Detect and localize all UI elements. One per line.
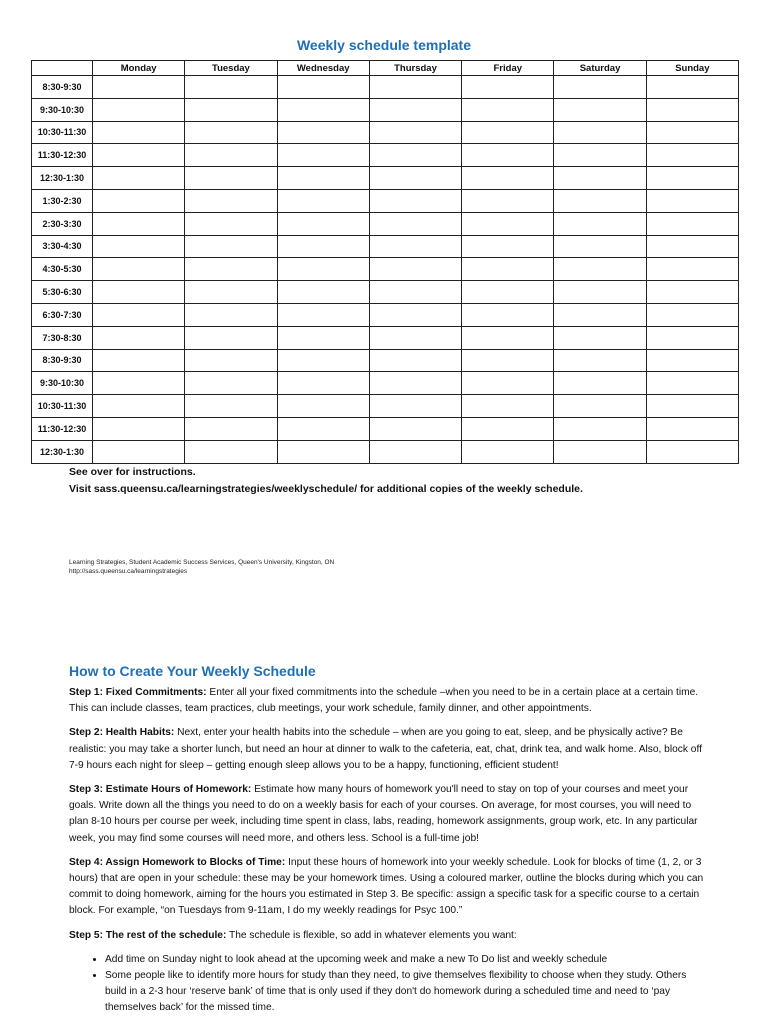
schedule-cell[interactable]: [185, 417, 277, 440]
schedule-cell[interactable]: [277, 189, 369, 212]
table-row: [32, 144, 739, 167]
schedule-cell[interactable]: [554, 235, 646, 258]
schedule-cell[interactable]: [185, 235, 277, 258]
table-row: [32, 326, 739, 349]
schedule-cell[interactable]: [554, 167, 646, 190]
time-slot-label: 11:30-12:30: [32, 144, 93, 167]
schedule-cell[interactable]: [369, 144, 461, 167]
schedule-cell[interactable]: [277, 349, 369, 372]
schedule-cell[interactable]: [369, 281, 461, 304]
schedule-cell[interactable]: [462, 395, 554, 418]
schedule-cell[interactable]: [554, 326, 646, 349]
table-row: [32, 167, 739, 190]
step-label: Step 4: Assign Homework to Blocks of Time:: [69, 856, 286, 868]
list-item: • Some people like to identify more hours for study than they need, to give themselves flexibility to choose when they study. Others build in a 2-3 hour ‘reserve bank’ of time that is only used if they don't do homework during a scheduled time and need to ‘pay themselves back’ for the missed time.: [105, 968, 709, 1017]
step-paragraph: [69, 725, 709, 774]
table-row: [32, 440, 739, 463]
schedule-cell[interactable]: [554, 440, 646, 463]
schedule-cell[interactable]: [462, 189, 554, 212]
schedule-cell[interactable]: [93, 212, 185, 235]
schedule-cell[interactable]: [369, 372, 461, 395]
step-paragraph: [69, 928, 709, 944]
step-label: Step 1: Fixed Commitments:: [69, 687, 207, 698]
schedule-cell[interactable]: [646, 189, 738, 212]
schedule-cell[interactable]: [462, 76, 554, 99]
table-row: [32, 417, 739, 440]
schedule-cell[interactable]: [554, 281, 646, 304]
table-row: [32, 189, 739, 212]
schedule-cell[interactable]: [369, 167, 461, 190]
visit-note: Visit sass.queensu.ca/learningstrategies/weeklyschedule/ for additional copies of the weekly schedule.: [69, 483, 583, 495]
schedule-cell[interactable]: [277, 326, 369, 349]
table-header-row: [32, 61, 739, 76]
schedule-cell[interactable]: [554, 98, 646, 121]
corner-cell: [32, 61, 93, 76]
schedule-cell[interactable]: [554, 121, 646, 144]
schedule-cell[interactable]: [369, 121, 461, 144]
schedule-cell[interactable]: [646, 258, 738, 281]
schedule-cell[interactable]: [93, 144, 185, 167]
schedule-cell[interactable]: [646, 349, 738, 372]
day-header: Tuesday: [185, 61, 277, 76]
schedule-cell[interactable]: [646, 144, 738, 167]
step-text: Next, enter your health habits into the schedule – when are you going to eat, sleep, and be physically active? Be realistic: you may take a shorter lunch, but need an hour at dinner to walk to the cafeteria, eat, chat, drink tea, and walk home. Also, block off 7-9 hours each night for sleep – getting enough sleep allows you to be a happy, functioning, efficient student!: [69, 727, 702, 771]
schedule-cell[interactable]: [646, 281, 738, 304]
step-text: The schedule is flexible, so add in whatever elements you want:: [226, 929, 517, 941]
step-paragraph: [69, 782, 709, 847]
schedule-cell[interactable]: [277, 281, 369, 304]
schedule-cell[interactable]: [185, 258, 277, 281]
schedule-cell[interactable]: [369, 258, 461, 281]
schedule-cell[interactable]: [369, 395, 461, 418]
step-label: Step 3: Estimate Hours of Homework:: [69, 784, 252, 796]
schedule-cell[interactable]: [369, 212, 461, 235]
step-paragraph: [69, 855, 709, 920]
table-row: [32, 235, 739, 258]
day-header: Friday: [462, 61, 554, 76]
time-slot-label: 10:30-11:30: [32, 121, 93, 144]
schedule-cell[interactable]: [462, 212, 554, 235]
time-slot-label: 3:30-4:30: [32, 235, 93, 258]
list-item: • Add time on Sunday night to look ahead at the upcoming week and make a new To Do list and weekly schedule: [105, 952, 709, 968]
schedule-cell[interactable]: [185, 395, 277, 418]
schedule-cell[interactable]: [369, 417, 461, 440]
schedule-cell[interactable]: [554, 144, 646, 167]
schedule-cell[interactable]: [462, 258, 554, 281]
time-slot-label: 9:30-10:30: [32, 98, 93, 121]
schedule-cell[interactable]: [554, 417, 646, 440]
step-paragraph: [69, 685, 709, 717]
schedule-cell[interactable]: [277, 258, 369, 281]
page-title: Weekly schedule template: [296, 37, 472, 53]
schedule-cell[interactable]: [646, 372, 738, 395]
schedule-cell[interactable]: [554, 372, 646, 395]
footer-line-1: Learning Strategies, Student Academic Success Services, Queen's University, Kingston, ON: [69, 559, 335, 566]
table-row: [32, 303, 739, 326]
schedule-cell[interactable]: [462, 326, 554, 349]
schedule-cell[interactable]: [185, 98, 277, 121]
step-text: Estimate how many hours of homework you'll need to stay on top of your courses and meet your goals. Write down all the things you need to do on a weekly basis for each of your courses. On average, for most courses, you will need to plan 8-10 hours per course per week, including time spent in class, labs, reading, homework assignments, group work, etc. In any particular week, you may find some courses will need more, and others less. School is a full-time job!: [69, 784, 698, 844]
schedule-cell[interactable]: [185, 303, 277, 326]
instructions-heading: How to Create Your Weekly Schedule: [69, 663, 316, 679]
instructions-body: [69, 685, 709, 1017]
schedule-cell[interactable]: [369, 326, 461, 349]
table-row: [32, 212, 739, 235]
schedule-cell[interactable]: [277, 235, 369, 258]
schedule-cell[interactable]: [462, 167, 554, 190]
day-header: Monday: [93, 61, 185, 76]
schedule-cell[interactable]: [93, 440, 185, 463]
schedule-cell[interactable]: [93, 395, 185, 418]
weekly-schedule-table: [31, 60, 739, 464]
time-slot-label: 11:30-12:30: [32, 417, 93, 440]
table-row: [32, 98, 739, 121]
step-label: Step 5: The rest of the schedule:: [69, 929, 227, 941]
schedule-cell[interactable]: [462, 372, 554, 395]
schedule-cell[interactable]: [277, 440, 369, 463]
schedule-cell[interactable]: [93, 349, 185, 372]
schedule-cell[interactable]: [554, 258, 646, 281]
schedule-cell[interactable]: [369, 98, 461, 121]
schedule-cell[interactable]: [646, 167, 738, 190]
table-row: [32, 395, 739, 418]
time-slot-label: 4:30-5:30: [32, 258, 93, 281]
table-row: [32, 349, 739, 372]
day-header: Thursday: [369, 61, 461, 76]
schedule-cell[interactable]: [646, 326, 738, 349]
table-row: [32, 372, 739, 395]
time-slot-label: 12:30-1:30: [32, 167, 93, 190]
schedule-cell[interactable]: [646, 212, 738, 235]
schedule-cell[interactable]: [462, 235, 554, 258]
schedule-cell[interactable]: [646, 235, 738, 258]
schedule-cell[interactable]: [277, 144, 369, 167]
schedule-cell[interactable]: [646, 76, 738, 99]
schedule-cell[interactable]: [185, 189, 277, 212]
schedule-cell[interactable]: [93, 303, 185, 326]
time-slot-label: 8:30-9:30: [32, 76, 93, 99]
schedule-cell[interactable]: [646, 121, 738, 144]
schedule-cell[interactable]: [93, 417, 185, 440]
schedule-cell[interactable]: [93, 372, 185, 395]
schedule-cell[interactable]: [369, 440, 461, 463]
schedule-cell[interactable]: [462, 144, 554, 167]
time-slot-label: 12:30-1:30: [32, 440, 93, 463]
schedule-cell[interactable]: [554, 76, 646, 99]
time-slot-label: 1:30-2:30: [32, 189, 93, 212]
step-text: Input these hours of homework into your weekly schedule. Look for blocks of time (1, 2, or 3 hours) that are open in your schedule: these may be your homework times. Using a coloured marker, outline the blocks during which you can commit to doing homework, aiming for the hours you estimated in Step 3. Be specific: assign a specific task for a specific course to a certain block. For example, “on Tuesdays from 9-11am, I do my weekly readings for Psyc 100.”: [69, 856, 704, 917]
bullet-list: [69, 952, 709, 1017]
time-slot-label: 2:30-3:30: [32, 212, 93, 235]
schedule-cell[interactable]: [185, 349, 277, 372]
schedule-cell[interactable]: [554, 189, 646, 212]
schedule-cell[interactable]: [646, 303, 738, 326]
schedule-cell[interactable]: [646, 395, 738, 418]
schedule-cell[interactable]: [462, 121, 554, 144]
time-slot-label: 9:30-10:30: [32, 372, 93, 395]
schedule-cell[interactable]: [462, 349, 554, 372]
time-slot-label: 5:30-6:30: [32, 281, 93, 304]
schedule-cell[interactable]: [93, 76, 185, 99]
schedule-cell[interactable]: [185, 326, 277, 349]
schedule-cell[interactable]: [369, 303, 461, 326]
schedule-cell[interactable]: [93, 121, 185, 144]
time-slot-label: 8:30-9:30: [32, 349, 93, 372]
time-slot-label: 7:30-8:30: [32, 326, 93, 349]
schedule-cell[interactable]: [369, 349, 461, 372]
schedule-cell[interactable]: [462, 281, 554, 304]
schedule-cell[interactable]: [93, 281, 185, 304]
time-slot-label: 10:30-11:30: [32, 395, 93, 418]
schedule-cell[interactable]: [277, 76, 369, 99]
schedule-cell[interactable]: [93, 189, 185, 212]
schedule-cell[interactable]: [185, 144, 277, 167]
schedule-cell[interactable]: [277, 167, 369, 190]
schedule-cell[interactable]: [646, 417, 738, 440]
schedule-cell[interactable]: [646, 98, 738, 121]
schedule-cell[interactable]: [185, 372, 277, 395]
schedule-cell[interactable]: [369, 235, 461, 258]
day-header: Sunday: [646, 61, 738, 76]
schedule-cell[interactable]: [554, 395, 646, 418]
schedule-cell[interactable]: [554, 212, 646, 235]
schedule-cell[interactable]: [277, 417, 369, 440]
schedule-cell[interactable]: [93, 167, 185, 190]
schedule-cell[interactable]: [93, 98, 185, 121]
schedule-cell[interactable]: [93, 326, 185, 349]
table-row: [32, 76, 739, 99]
time-slot-label: 6:30-7:30: [32, 303, 93, 326]
footer-line-2: http://sass.queensu.ca/learningstrategies: [69, 568, 188, 575]
schedule-cell[interactable]: [277, 121, 369, 144]
schedule-cell[interactable]: [93, 258, 185, 281]
schedule-cell[interactable]: [185, 440, 277, 463]
table-row: [32, 258, 739, 281]
schedule-cell[interactable]: [462, 417, 554, 440]
schedule-cell[interactable]: [93, 235, 185, 258]
schedule-cell[interactable]: [554, 349, 646, 372]
table-row: [32, 121, 739, 144]
schedule-cell[interactable]: [277, 372, 369, 395]
see-over-note: See over for instructions.: [69, 466, 196, 478]
schedule-cell[interactable]: [185, 281, 277, 304]
schedule-cell[interactable]: [185, 121, 277, 144]
schedule-cell[interactable]: [185, 167, 277, 190]
schedule-cell[interactable]: [646, 440, 738, 463]
schedule-cell[interactable]: [462, 440, 554, 463]
schedule-cell[interactable]: [277, 303, 369, 326]
schedule-cell[interactable]: [185, 212, 277, 235]
schedule-cell[interactable]: [277, 395, 369, 418]
table-row: [32, 281, 739, 304]
schedule-cell[interactable]: [185, 76, 277, 99]
step-label: Step 2: Health Habits:: [69, 727, 175, 739]
schedule-cell[interactable]: [462, 303, 554, 326]
day-header: Wednesday: [277, 61, 369, 76]
schedule-cell[interactable]: [462, 98, 554, 121]
schedule-cell[interactable]: [554, 303, 646, 326]
schedule-cell[interactable]: [277, 98, 369, 121]
day-header: Saturday: [554, 61, 646, 76]
schedule-cell[interactable]: [369, 189, 461, 212]
schedule-cell[interactable]: [277, 212, 369, 235]
schedule-cell[interactable]: [369, 76, 461, 99]
step-text: Enter all your fixed commitments into the schedule –when you need to be in a certain place at a certain time. This can include classes, team practices, club meetings, your work schedule, family dinner, and other appointments.: [69, 687, 699, 715]
